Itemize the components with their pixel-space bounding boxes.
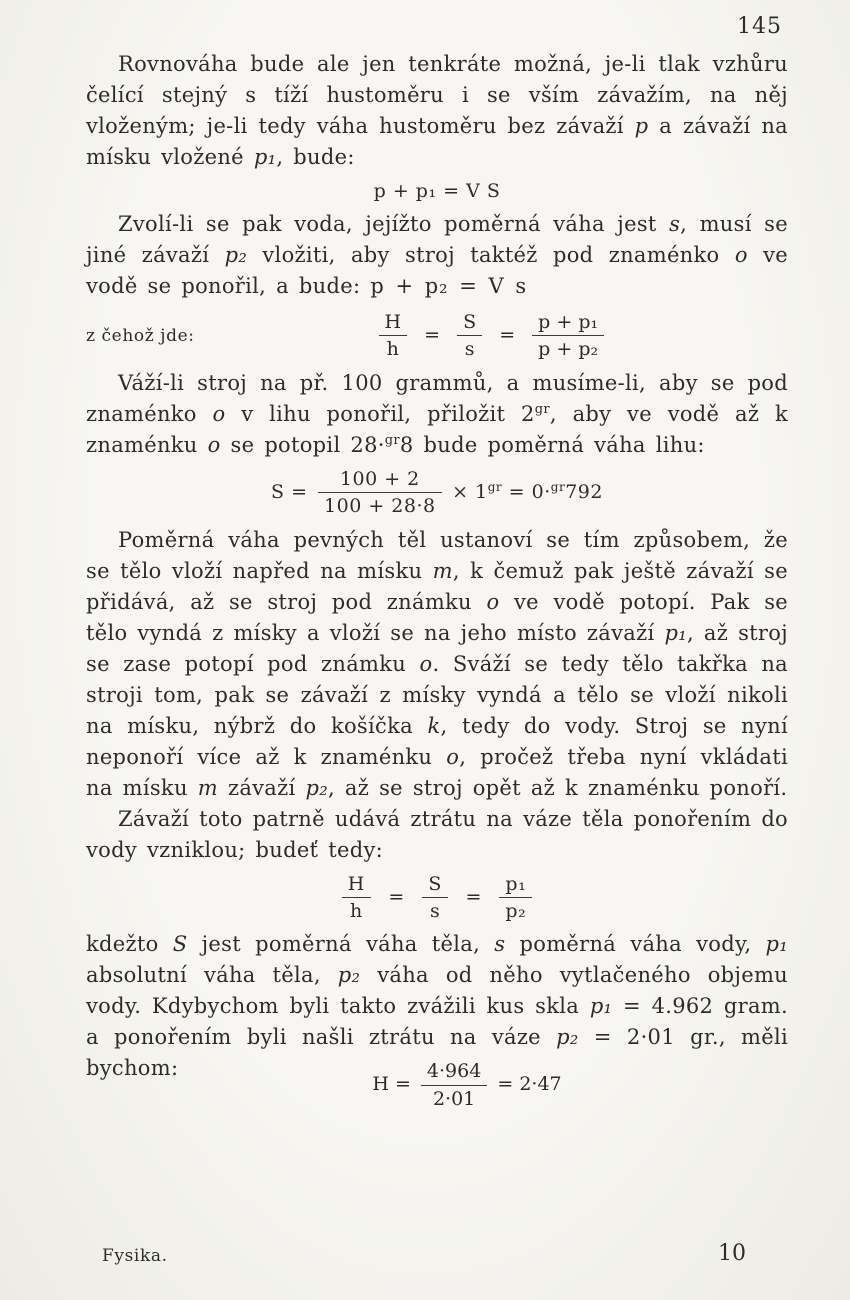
superscript-text: gr [384,432,400,448]
text-run: , k čemuž pak ještě závaží se přidává, až se stroj pod známku [86,558,788,614]
text-run: ve vodě se ponořil, a bude: [86,243,788,298]
fraction-numerator: H [342,873,371,898]
formula-lhs: S = [271,480,315,503]
formula-mid: = 0· [502,480,551,503]
equals-sign: = [499,323,516,346]
paragraph-weight-loss [86,804,788,866]
footer-sheet-number: 10 [718,1241,746,1266]
fraction-denominator: h [349,900,363,923]
fraction-H-h [379,311,408,361]
fraction-denominator: p₂ [505,900,527,923]
text-run: a závaží na mísku vložené [86,114,788,169]
variable-text: o [734,243,748,267]
fraction-denominator: 100 + 28·8 [324,495,436,518]
formula-ratio-solids [86,873,788,923]
paragraph-equilibrium [86,49,788,173]
variable-text: p₁ [253,145,277,169]
variable-text: s [669,212,681,236]
variable-text: p₂ [224,243,248,267]
variable-text: p [634,114,649,138]
superscript-text: gr [534,401,550,417]
variable-text: p₁ [589,994,613,1019]
formula-lhs: H = [372,1073,417,1096]
fraction-denominator: s [430,900,441,923]
text-run: váha od něho vytlačeného objemu vody. Kdybychom byli takto zvážili kus skla [86,963,788,1019]
inline-formula-text: p + p₂ = V s [370,274,528,298]
formula-rhs: = 2·47 [491,1073,562,1096]
formula-glass-result [146,1060,788,1110]
text-run: 8 bude poměrná váha lihu: [399,432,705,457]
formula-mult: × 1 [445,480,488,503]
text-run: , až stroj se zase potopí pod známku [86,620,788,676]
gram-superscript: gr [487,479,503,494]
variable-text: p₁ [765,932,788,957]
equals-sign: = [388,885,405,908]
text-run: = 4.962 gram. a ponořením byli našli ztrátu na váze [86,994,789,1050]
text-run: ve vodě potopí. Pak se tělo vyndá z mísky a vloží se na jeho místo závaží [86,589,788,645]
text-run: Zvolí-li se pak voda, jejížto poměrná váha jest [118,212,670,236]
fraction-numerator: H [379,311,408,336]
variable-text: k [427,713,441,738]
text-run: , až se stroj opět až k znaménku ponoří. [327,775,788,800]
fraction-numerator: 100 + 2 [318,468,442,493]
text-run: = 2·01 gr., měli bychom: [86,1025,788,1081]
paragraph-solids-method [86,525,788,804]
text-run: závaží [217,775,306,800]
fraction-denominator: p + p₂ [538,338,599,361]
fraction-numerator: p₁ [499,873,532,898]
text-run: kdežto [86,932,173,957]
fraction-100-2 [318,468,442,518]
text-run: Rovnováha bude ale jen tenkráte možná, je-li tlak vzhůru čelící stejný s tíží hustoměru i se vším závažím, na něj vloženým; je-li tedy váha hustoměru bez závaží [86,52,788,138]
derivation-row [86,311,788,361]
variable-text: S [172,932,188,957]
text-run: Váží-li stroj na př. 100 grammů, a musíme-li, aby se pod znaménko [86,370,788,426]
page-number: 145 [737,14,782,39]
gram-superscript: gr [550,479,566,494]
text-run: poměrná váha vody, [505,932,766,957]
formula-tail: 792 [565,480,603,503]
text-run: , tedy do vody. Stroj se nyní neponoří více až k znaménku [86,713,788,769]
fraction-p1-p2 [499,873,532,923]
text-run: . Sváží se tedy tělo takřka na stroji tom, pak se závaží z mísky vyndá a tělo se vloží nikoli na mísku, nýbrž do košíčka [86,651,788,738]
formula-p-plus-p1 [86,180,788,202]
fraction-pp1-pp2 [532,311,604,361]
fraction-numerator: S [422,873,448,898]
fraction-denominator: 2·01 [432,1087,476,1110]
variable-text: p₁ [664,620,687,645]
derivation-lead-text: z čehož jde: [86,325,195,346]
equals-sign: = [424,323,441,346]
fraction-denominator: h [386,338,399,361]
paragraph-alcohol-example [86,368,788,461]
paragraph-water-weight [86,209,788,302]
fraction-numerator: p + p₁ [532,311,604,336]
fraction-4964-201 [421,1060,487,1110]
page-footer [86,1241,788,1266]
formula-text: p + p₁ = V S [373,180,501,202]
fraction-H-h [342,873,371,923]
footer-signature: Fysika. [102,1246,168,1266]
fraction-S-s [422,873,448,923]
variable-text: m [432,558,453,583]
variable-text: m [197,775,218,800]
text-run: , bude: [276,145,355,169]
fraction-numerator: 4·964 [421,1060,487,1085]
variable-text: p₂ [305,775,328,800]
text-run: vložiti, aby stroj taktéž pod znaménko [247,243,735,267]
variable-text: o [212,401,226,426]
text-run: Závaží toto patrně udává ztrátu na váze těla ponořením do vody vzniklou; budeť tedy: [86,806,788,862]
text-run: , musí se jiné závaží [86,212,788,267]
fraction-numerator: S [457,311,482,336]
text-run: absolutní váha těla, [86,963,338,988]
variable-text: o [446,744,460,769]
variable-text: o [207,432,221,457]
fraction-denominator: s [464,338,475,361]
text-run: Poměrná váha pevných těl ustanoví se tím způsobem, že se tělo vloží napřed na mísku [86,527,788,583]
variable-text: o [486,589,500,614]
fraction-S-s [457,311,482,361]
text-run: jest poměrná váha těla, [187,932,495,957]
equals-sign: = [465,885,482,908]
text-run: se potopil 28· [220,432,385,457]
ratio-formula [195,311,788,361]
text-run: , pročež třeba nyní vkládati na mísku [86,744,788,800]
variable-text: p₂ [556,1025,579,1050]
text-run: , aby ve vodě až k znaménku [86,401,788,457]
variable-text: p₂ [337,963,361,988]
text-run: v lihu ponořil, přiložit 2 [225,401,535,426]
variable-text: s [494,932,506,957]
formula-specific-gravity-alcohol [86,468,788,518]
variable-text: o [419,651,433,676]
